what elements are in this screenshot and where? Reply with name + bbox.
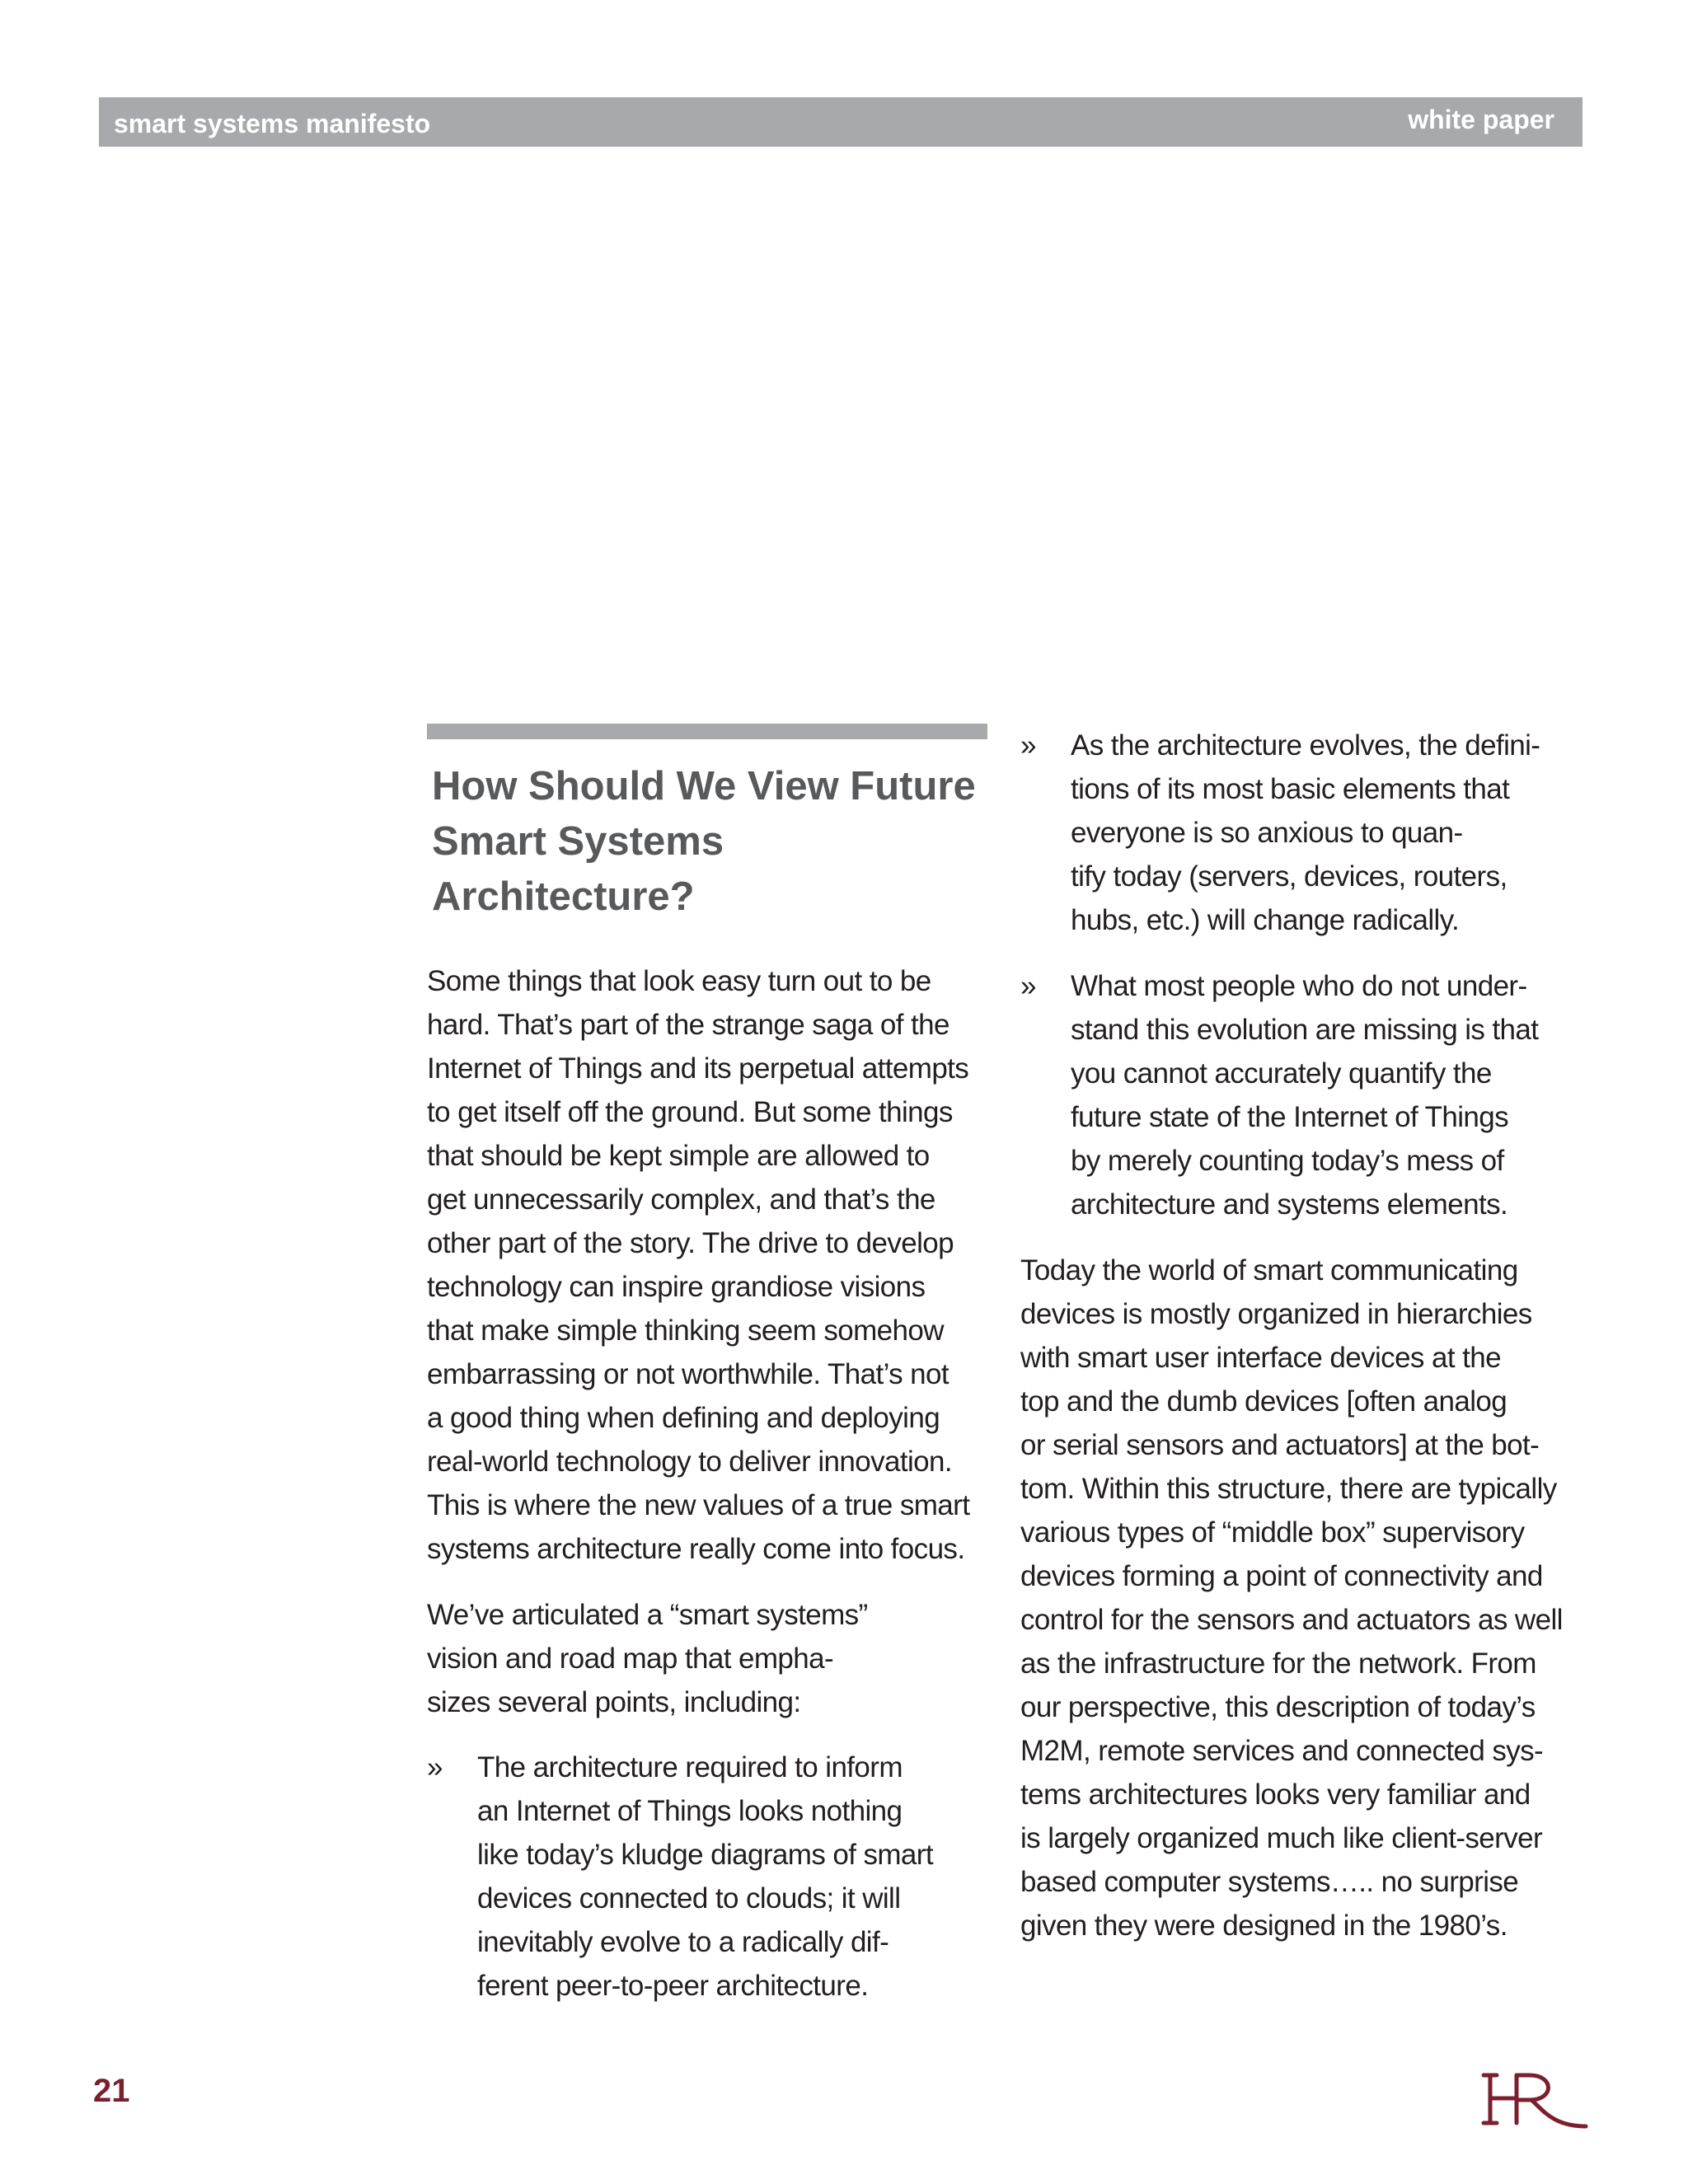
- text-line: We’ve articulated a “smart systems”: [427, 1599, 868, 1631]
- section-title-line: Smart Systems Architecture?: [432, 819, 724, 919]
- text-line: technology can inspire grandiose visions: [427, 1271, 926, 1303]
- text-line: sizes several points, including:: [427, 1686, 801, 1718]
- left-column: [427, 724, 996, 2008]
- text-line: other part of the story. The drive to develop: [427, 1227, 954, 1259]
- text-line: various types of “middle box” supervisory: [1020, 1516, 1525, 1549]
- section-title-line: How Should We View Future: [432, 764, 976, 808]
- text-line: Internet of Things and its perpetual attempts: [427, 1052, 969, 1085]
- bullet-item: [1020, 964, 1581, 1226]
- bullet-marker: »: [1020, 970, 1036, 1002]
- text-line: or serial sensors and actuators] at the bot-: [1020, 1429, 1540, 1461]
- text-line: devices forming a point of connectivity and: [1020, 1560, 1543, 1592]
- text-line: top and the dumb devices [often analog: [1020, 1385, 1507, 1418]
- text-line: given they were designed in the 1980’s.: [1020, 1910, 1507, 1942]
- text-line: everyone is so anxious to quan-: [1071, 817, 1463, 849]
- text-line: embarrassing or not worthwhile. That’s not: [427, 1358, 949, 1390]
- text-line: is largely organized much like client-server: [1020, 1822, 1543, 1854]
- text-line: you cannot accurately quantify the: [1071, 1057, 1492, 1090]
- bullet-item: [1020, 724, 1581, 942]
- text-line: an Internet of Things looks nothing: [477, 1795, 903, 1827]
- text-line: The architecture required to inform: [477, 1751, 903, 1783]
- text-line: a good thing when defining and deploying: [427, 1402, 940, 1434]
- right-column: [1020, 724, 1581, 1947]
- text-line: As the architecture evolves, the defini-: [1071, 729, 1540, 762]
- header-bar: [99, 97, 1582, 147]
- text-line: our perspective, this description of today’s: [1020, 1691, 1536, 1723]
- hr-logo: [1479, 2069, 1594, 2139]
- text-line: hard. That’s part of the strange saga of the: [427, 1009, 950, 1041]
- hr-logo-icon: [1479, 2069, 1594, 2135]
- text-line: What most people who do not under-: [1071, 970, 1527, 1002]
- text-line: tify today (servers, devices, routers,: [1071, 860, 1507, 893]
- text-line: based computer systems….. no surprise: [1020, 1866, 1519, 1898]
- text-line: real-world technology to deliver innovation.: [427, 1446, 953, 1478]
- text-line: that make simple thinking seem somehow: [427, 1315, 944, 1347]
- section-rule: [427, 724, 987, 739]
- text-line: like today’s kludge diagrams of smart: [477, 1839, 933, 1871]
- document-series-title: smart systems manifesto: [114, 109, 431, 138]
- text-line: tom. Within this structure, there are typically: [1020, 1473, 1557, 1505]
- text-line: control for the sensors and actuators as well: [1020, 1604, 1563, 1636]
- text-line: M2M, remote services and connected sys-: [1020, 1735, 1544, 1767]
- text-line: This is where the new values of a true smart: [427, 1489, 970, 1521]
- text-line: vision and road map that empha-: [427, 1643, 834, 1675]
- text-line: Today the world of smart communicating: [1020, 1254, 1518, 1286]
- text-line: hubs, etc.) will change radically.: [1071, 904, 1460, 936]
- text-line: with smart user interface devices at the: [1020, 1342, 1501, 1374]
- text-line: future state of the Internet of Things: [1071, 1101, 1509, 1133]
- document-type-label: white paper: [1408, 105, 1554, 134]
- section-title: [432, 759, 996, 925]
- text-line: Some things that look easy turn out to be: [427, 965, 931, 997]
- text-line: that should be kept simple are allowed to: [427, 1140, 930, 1172]
- text-line: stand this evolution are missing is that: [1071, 1014, 1539, 1046]
- text-line: by merely counting today’s mess of: [1071, 1145, 1504, 1177]
- intro-paragraph: [427, 959, 996, 1571]
- vision-paragraph: [427, 1593, 996, 1724]
- text-line: as the infrastructure for the network. From: [1020, 1647, 1536, 1680]
- text-line: devices connected to clouds; it will: [477, 1882, 901, 1915]
- bullet-item: [427, 1746, 996, 2008]
- text-line: get unnecessarily complex, and that’s the: [427, 1183, 935, 1216]
- hierarchy-paragraph: [1020, 1249, 1581, 1947]
- text-line: devices is mostly organized in hierarchies: [1020, 1298, 1532, 1330]
- text-line: tions of its most basic elements that: [1071, 773, 1510, 805]
- text-line: to get itself off the ground. But some things: [427, 1096, 953, 1128]
- text-line: inevitably evolve to a radically dif-: [477, 1926, 889, 1958]
- text-line: architecture and systems elements.: [1071, 1188, 1508, 1221]
- text-line: systems architecture really come into focus.: [427, 1533, 965, 1565]
- text-line: tems architectures looks very familiar and: [1020, 1779, 1531, 1811]
- bullet-marker: »: [1020, 729, 1036, 762]
- bullet-marker: »: [427, 1751, 443, 1783]
- text-line: ferent peer-to-peer architecture.: [477, 1970, 869, 2002]
- page-number: 21: [93, 2073, 130, 2109]
